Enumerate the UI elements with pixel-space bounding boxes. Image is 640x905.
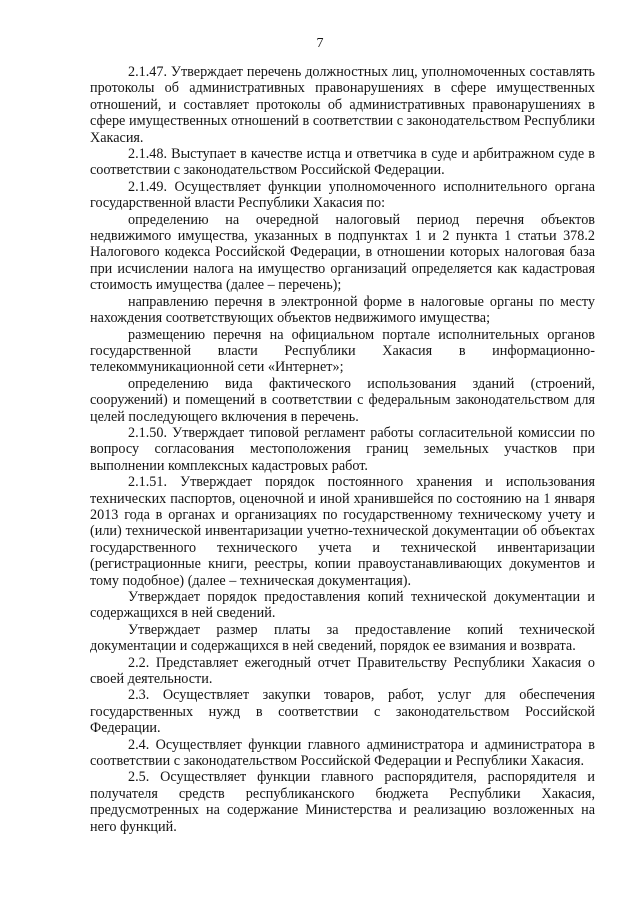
paragraph-2-1-49-item-4: определению вида фактического использования зданий (строений, сооружений) и помещений в соответствии с федеральным законодательством для целей последующего включения в перечень. [90,375,595,425]
paragraph-2-2: 2.2. Представляет ежегодный отчет Правительству Республики Хакасия о своей деятельности. [90,654,595,688]
paragraph-2-1-51: 2.1.51. Утверждает порядок постоянного хранения и использования технических паспортов, оценочной и иной хранившейся по состоянию на 1 января 2013 года в органах и организациях по государственному техническому учету и (или) технической инвентаризации учетно-технической документации об объектах государственного технического учета и технической инвентаризации (регистрационные книги, реестры, копии правоустанавливающих документов и тому подобное) (далее – техническая документация). [90,474,595,589]
paragraph-2-1-47: 2.1.47. Утверждает перечень должностных лиц, уполномоченных составлять протоколы об административных правонарушениях в сфере имущественных отношений, и составляет протоколы об административных правонарушениях в сфере имущественных отношений в соответствии с законодательством Республики Хакасия. [90,64,595,146]
page-number: 7 [316,36,324,51]
paragraph-2-1-51-copies: Утверждает порядок предоставления копий технической документации и содержащихся в ней сведений. [90,589,595,622]
paragraph-2-1-49: 2.1.49. Осуществляет функции уполномоченного исполнительного органа государственной власти Республики Хакасия по: [90,178,595,212]
paragraph-2-1-48: 2.1.48. Выступает в качестве истца и ответчика в суде и арбитражном суде в соответствии с законодательством Российской Федерации. [90,146,595,179]
paragraph-2-1-51-fee: Утверждает размер платы за предоставление копий технической документации и содержащихся в ней сведений, порядок ее взимания и возврата. [90,621,595,655]
paragraph-2-4: 2.4. Осуществляет функции главного администратора и администратора в соответствии с законодательством Российской Федерации и Республики Хакасия. [90,736,595,770]
paragraph-2-5: 2.5. Осуществляет функции главного распорядителя, распорядителя и получателя средств республиканского бюджета Республики Хакасия, предусмотренных на содержание Министерства и реализацию возложенных на него функций. [90,769,595,835]
paragraph-2-1-50: 2.1.50. Утверждает типовой регламент работы согласительной комиссии по вопросу согласования местоположения границ земельных участков при выполнении комплексных кадастровых работ. [90,424,595,474]
paragraph-2-1-49-item-3: размещению перечня на официальном портале исполнительных органов государственной власти Республики Хакасия в информационно-телекоммуникационной сети «Интернет»; [90,326,595,376]
paragraph-2-1-49-item-1: определению на очередной налоговый период перечня объектов недвижимого имущества, указанных в подпунктах 1 и 2 пункта 1 статьи 378.2 Налогового кодекса Российской Федерации, в отношении которых налоговая база при исчислении налога на имущество организаций определяется как кадастровая стоимость имущества (далее – перечень); [90,211,595,294]
document-body [90,64,595,835]
paragraph-2-3: 2.3. Осуществляет закупки товаров, работ, услуг для обеспечения государственных нужд в соответствии с законодательством Российской Федерации. [90,687,595,737]
paragraph-2-1-49-item-2: направлению перечня в электронной форме в налоговые органы по месту нахождения соответствующих объектов недвижимого имущества; [90,293,595,327]
